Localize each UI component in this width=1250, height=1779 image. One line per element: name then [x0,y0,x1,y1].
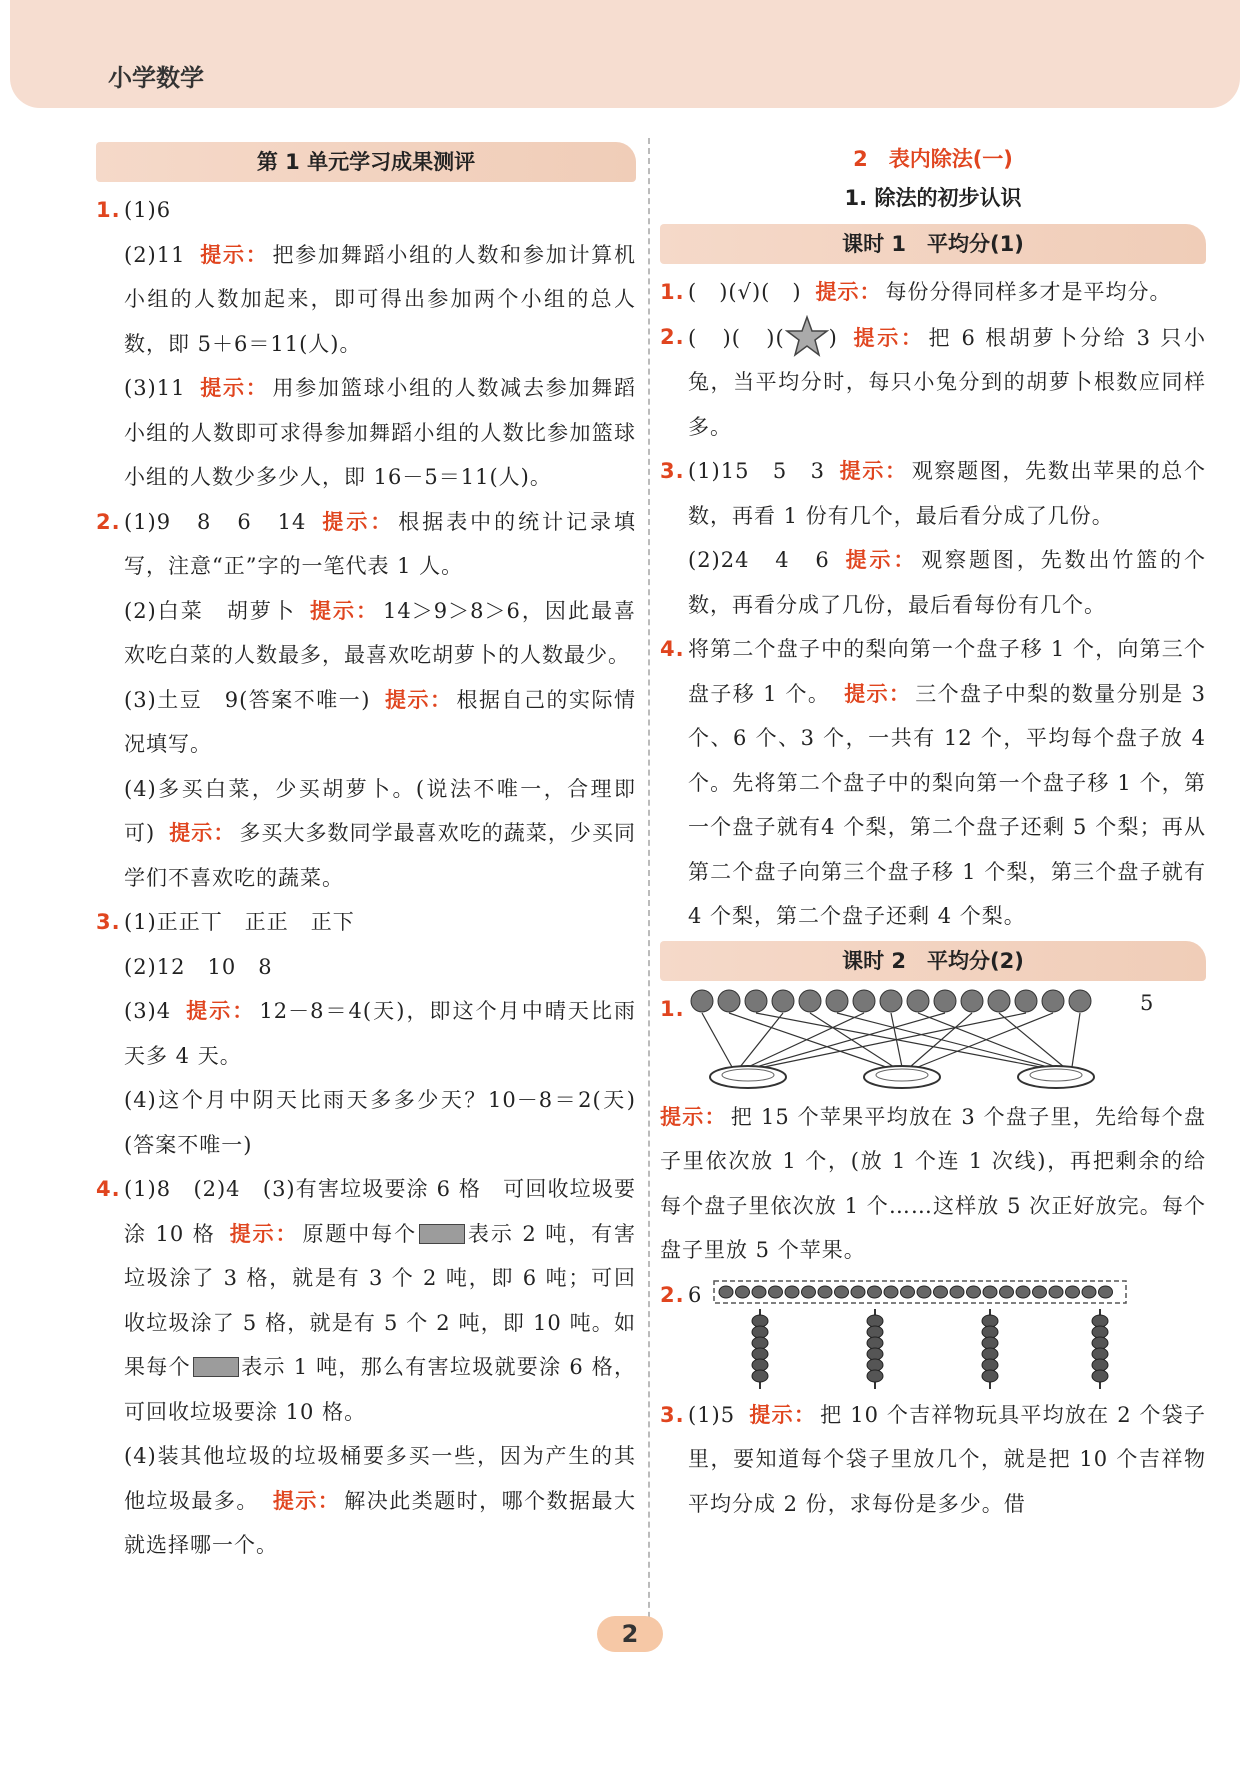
answer-text: ( )( )( [688,325,785,350]
hint-text: 观察题图，先数出苹果的总个数，再看 1 份有几个，最后看分成了几份。 [688,459,1206,528]
plate-icon [710,1066,1094,1088]
answer-text: 5 [1140,990,1155,1015]
bead-icon [867,1348,883,1360]
bead-icon [982,1315,998,1327]
apple-icon [772,990,794,1012]
answer-text: (1)正正丅 正正 正下 [124,910,355,934]
apple-icon [988,990,1010,1012]
hint-text: 多买大多数同学最喜欢吃的蔬菜，少买同学们不喜欢吃的蔬菜。 [124,821,637,890]
bead-icon [1000,1286,1014,1298]
connecting-line [1072,1013,1080,1067]
bead-icon [1092,1315,1108,1327]
question-number: 3. [96,910,121,934]
bead-icon [1082,1286,1096,1298]
answer-text: (2)白菜 胡萝卜 [124,598,296,623]
bead-icon [736,1286,750,1298]
answer-block [124,233,636,367]
bead-icon [752,1337,768,1349]
answer-text: (2)11 [124,242,186,267]
bead-icon [982,1359,998,1371]
bead-icon [802,1286,816,1298]
hint-label: 提示： [384,687,453,712]
hint-label: 提示： [815,280,882,304]
bead-icon [867,1370,883,1382]
answer-text: (1)8 (2)4 (3)有害垃圾要涂 6 格 可回收垃圾要涂 10 格 [124,1177,636,1246]
question-number: 4. [96,1177,121,1201]
hint-label: 提示： [199,376,269,400]
hint-text: 12－8＝4(天)，即这个月中晴天比雨天多 4 天。 [124,999,637,1068]
beads-svg [710,1273,1130,1393]
question-number: 4. [660,637,685,661]
bead-icon [752,1359,768,1371]
bead-icon [982,1326,998,1338]
connecting-line [756,1013,945,1067]
bead-icon [967,1286,981,1298]
answer-block [688,270,1206,315]
hint-text: 观察题图，先数出竹篮的个数，再看分成了几份，最后看每份有几个。 [688,548,1207,617]
question-1 [96,188,636,500]
hint-text: 表示 1 吨，那么有害垃圾就要涂 6 格，可回收垃圾要涂 10 格。 [124,1355,637,1424]
hint-text: 根据自己的实际情况填写。 [124,687,636,756]
apples-plates-svg [688,987,1128,1095]
question-2 [96,500,636,901]
question-4 [660,627,1206,939]
connecting-line [910,1013,972,1067]
answer-text: (3)土豆 9(答案不唯一) [124,687,371,712]
bead-icon [1092,1359,1108,1371]
apple-icon [907,990,929,1012]
hint-label: 提示： [838,459,908,483]
hint-text: 14＞9＞8＞6，因此最喜欢吃白菜的人数最多，最喜欢吃胡萝卜的人数最少。 [124,598,636,667]
bead-icon [1099,1286,1113,1298]
bead-icon [752,1315,768,1327]
hint-label: 提示： [843,548,918,572]
answer-block [688,538,1206,627]
bead-icon [884,1286,898,1298]
bead-icon [1016,1286,1030,1298]
bead-icon [1049,1286,1063,1298]
hint-text: 每份分得同样多才是平均分。 [885,280,1172,304]
hint-text: 把 15 个苹果平均放在 3 个盘子里，先给每个盘子里依次放 1 个，(放 1 个连 1 次线)，再把剩余的给每个盘子里依次放 1 个……这样放 5 次正好放完。每个盘子里放 5 个苹果。 [660,1104,1206,1262]
bead-icon [867,1326,883,1338]
star-icon [785,315,829,357]
hint-text: 把 6 根胡萝卜分给 3 只小兔，当平均分时，每只小兔分到的胡萝卜根数应同样多。 [688,325,1207,439]
bead-icon [785,1286,799,1298]
question-number: 3. [660,459,685,483]
hint-label: 提示： [169,821,236,845]
hint-label: 提示： [749,1402,817,1427]
bead-icon [982,1370,998,1382]
beads-figure [710,1273,1206,1393]
apples-plates-figure [688,987,1206,1095]
answer-text: (3)11 [124,376,186,400]
right-column [660,140,1206,1526]
grid-cell-icon [193,1357,239,1377]
grid-cell-icon [419,1224,465,1244]
question-3 [660,1393,1206,1527]
lesson-2-title: 课时 2 平均分(2) [660,941,1206,981]
answer-text: ( )(√)( ) [688,280,802,304]
bead-icon [835,1286,849,1298]
answer-text: (1)9 8 6 14 [124,509,307,534]
bead-icon [867,1337,883,1349]
subject-title: 小学数学 [108,64,204,92]
bead-icon [867,1315,883,1327]
hint-label: 提示： [199,242,269,267]
connecting-line [837,1013,1048,1067]
hint-label: 提示： [660,1104,727,1129]
hint-label: 提示： [320,509,395,534]
hint-label: 提示： [272,1488,341,1513]
answer-block [124,1167,636,1434]
answer-block [688,315,1206,450]
answer-text: (1)15 5 3 [688,459,825,483]
bead-icon [950,1286,964,1298]
answer-text: (2)24 4 6 [688,548,830,572]
question-1 [660,270,1206,315]
answer-text: (4)这个月中阴天比雨天多多少天？10－8＝2(天)(答案不唯一) [124,1088,636,1157]
answer-block [124,500,636,589]
answer-block [124,678,636,767]
bead-icon [983,1286,997,1298]
answer-block [688,627,1206,939]
question-number: 1. [660,996,685,1021]
answer-block [660,1095,1206,1273]
connecting-line [756,1013,1040,1067]
bead-icon [934,1286,948,1298]
answer-text: (4)装其他垃圾的垃圾桶要多买一些，因为产生的其他垃圾最多。 [124,1444,636,1513]
apple-icon [1042,990,1064,1012]
question-number: 2. [660,324,685,349]
hint-text: 根据表中的统计记录填写，注意“正”字的一笔代表 1 人。 [124,509,636,578]
hint-text: 把参加舞蹈小组的人数和参加计算机小组的人数加起来，即可得出参加两个小组的总人数，即 5＋6＝11(人)。 [124,242,637,356]
answer-block [688,1393,1206,1527]
answer-block [124,1434,636,1568]
answer-text: ) [828,325,838,350]
bead-icon [1092,1337,1108,1349]
column-divider [648,138,650,1648]
hint-text: 用参加篮球小组的人数减去参加舞蹈小组的人数即可求得参加舞蹈小组的人数比参加篮球小组的人数少多少人，即 16－5＝11(人)。 [124,376,637,489]
page-number: 2 [597,1616,663,1652]
bead-icon [982,1348,998,1360]
bead-icon [868,1286,882,1298]
bead-icon [901,1286,915,1298]
apple-icon [718,990,740,1012]
bead-icon [982,1337,998,1349]
question-number: 1. [660,280,685,304]
question-number: 1. [96,198,121,222]
bead-icon [917,1286,931,1298]
hint-label: 提示： [229,1221,299,1246]
chapter-title: 2 表内除法(一) [853,147,1013,171]
hint-text: 原题中每个 [302,1221,418,1246]
question-3 [96,900,636,1167]
bead-icon [752,1348,768,1360]
question-number: 3. [660,1402,685,1427]
answer-block [124,366,636,500]
question-2 [660,1273,1206,1393]
apple-icon [853,990,875,1012]
hint-text: 解决此类题时，哪个数据最大就选择哪一个。 [124,1488,637,1557]
question-number: 2. [96,509,121,534]
answer-text: (2)12 10 8 [124,954,273,979]
question-3 [660,449,1206,627]
answer-text: (1)5 [688,1402,736,1427]
answer-block [124,989,636,1078]
hint-label: 提示： [851,325,925,350]
question-1 [660,987,1206,1273]
hint-label: 提示： [309,598,380,623]
answer-text: (3)4 [124,999,172,1023]
bead-icon [1033,1286,1047,1298]
apple-icon [799,990,821,1012]
bead-icon [851,1286,865,1298]
hint-text: 三个盘子中梨的数量分别是 3 个、6 个、3 个，一共有 12 个，平均每个盘子放 4 个。先将第二个盘子中的梨向第一个盘子移 1 个，第一个盘子就有4 个梨，第二个盘子还剩 5 个梨；再从第二个盘子向第三个盘子移 1 个梨，第三个盘子就有4 个梨，第二个盘子还剩 4 个梨。 [688,681,1206,928]
connecting-line [702,1013,732,1067]
bead-icon [818,1286,832,1298]
apple-icon [934,990,956,1012]
apple-icon [1015,990,1037,1012]
bead-icon [867,1359,883,1371]
bead-icon [1092,1326,1108,1338]
apple-icon [826,990,848,1012]
answer-text: 6 [688,1282,703,1307]
bead-icon [719,1286,733,1298]
answer-block [688,449,1206,538]
apple-icon [880,990,902,1012]
left-column [96,140,636,1568]
apple-icon [691,990,713,1012]
section-title: 第 1 单元学习成果测评 [96,142,636,182]
hint-label: 提示： [185,999,256,1023]
answer-text: (4)多买白菜，少买胡萝卜。(说法不唯一，合理即可) [124,776,636,845]
apple-icon [745,990,767,1012]
chapter-subtitle: 1. 除法的初步认识 [844,186,1022,210]
answer-block [124,767,636,901]
bead-icon [1092,1370,1108,1382]
bead-icon [752,1286,766,1298]
hint-label: 提示： [844,681,912,706]
bead-icon [1092,1348,1108,1360]
answer-block [124,589,636,678]
bead-icon [752,1370,768,1382]
hint-text: 把 10 个吉祥物玩具平均放在 2 个袋子里，要知道每个袋子里放几个，就是把 10 个吉祥物平均分成 2 份，求每份是多少。借 [688,1402,1206,1516]
answer-text: (1)6 [124,198,172,222]
hint-text: 表示 2 吨，有害垃圾涂了 3 格，就是有 3 个 2 吨，即 6 吨；可回收垃圾涂了 5 格，就是有 5 个 2 吨，即 10 吨。如果每个 [124,1221,637,1379]
question-4 [96,1167,636,1568]
answer-text: 将第二个盘子中的梨向第一个盘子移 1 个，向第三个盘子移 1 个。 [688,637,1206,706]
apple-icon [961,990,983,1012]
bead-icon [1066,1286,1080,1298]
bead-icon [769,1286,783,1298]
connecting-line [729,1013,886,1067]
apple-icon [1069,990,1091,1012]
lesson-1-title: 课时 1 平均分(1) [660,224,1206,264]
connecting-line [740,1013,783,1067]
bead-icon [752,1326,768,1338]
question-number: 2. [660,1282,685,1307]
question-2 [660,315,1206,450]
